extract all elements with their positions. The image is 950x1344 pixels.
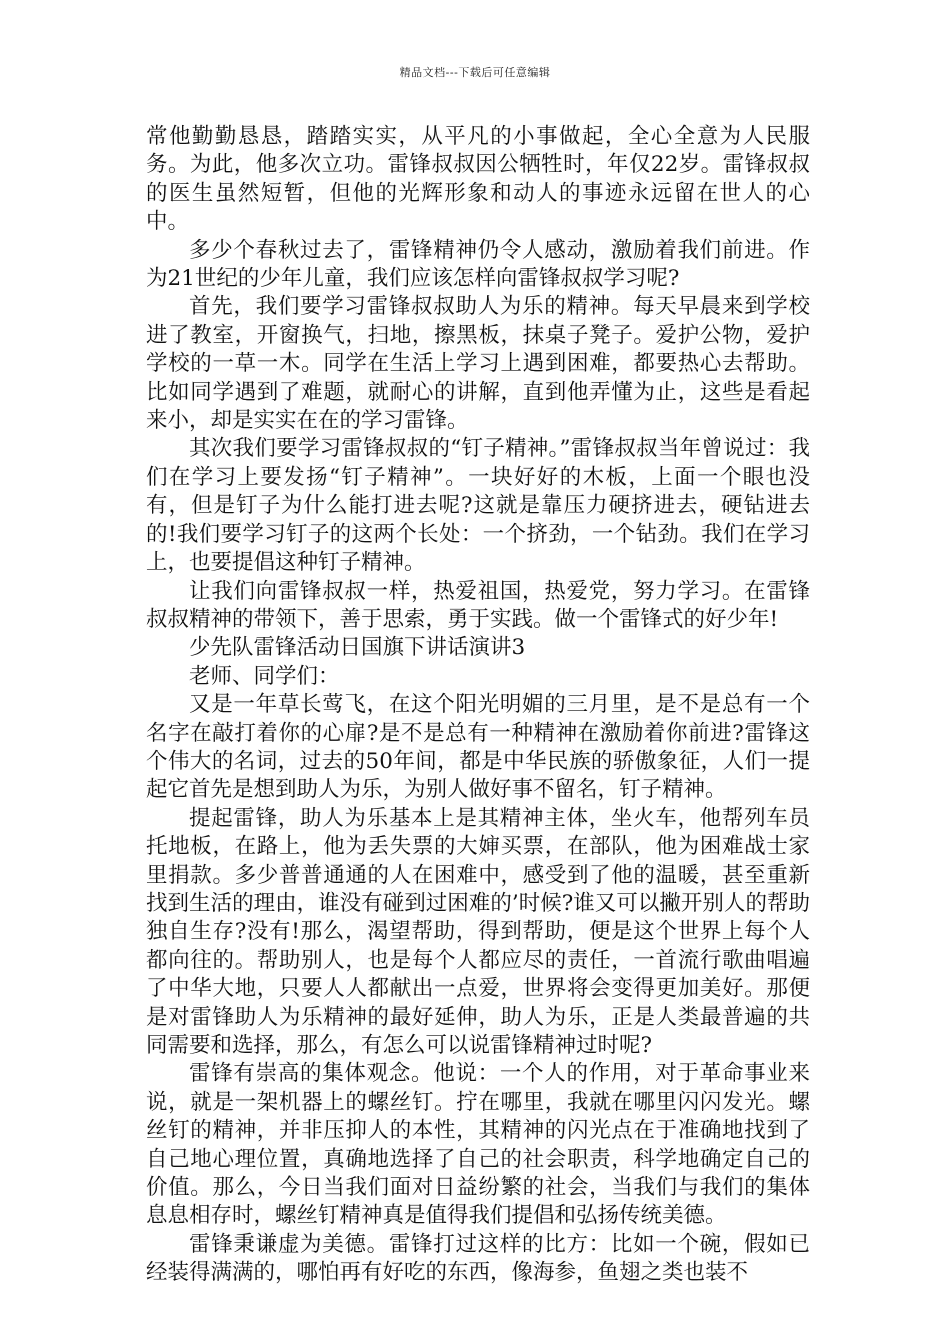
salutation: 老师、同学们： [189, 663, 340, 689]
paragraph: 让我们向雷锋叔叔一样，热爱祖国，热爱党，努力学习。在雷锋叔叔精神的带领下，善于思索，勇于实践。做一个雷锋式的好少年! [146, 578, 810, 632]
paragraph: 多少个春秋过去了，雷锋精神仍令人感动，激励着我们前进。作为21世纪的少年儿童，我们应该怎样向雷锋叔叔学习呢? [146, 237, 810, 292]
paragraph: 雷锋有崇高的集体观念。他说：一个人的作用，对于革命事业来说，就是一架机器上的螺丝钉。拧在哪里，我就在哪里闪闪发光。螺丝钉的精神，并非压抑人的本性，其精神的闪光点在于准确地找到了自己地心理位置，真确地选择了自己的社会职责，科学地确定自己的价值。那么，今日当我们面对日益纷繁的社会，当我们与我们的集体息息相存时，螺丝钉精神真是值得我们提倡和弘扬传统美德。 [146, 1061, 810, 1229]
paragraph: 雷锋秉谦虚为美德。雷锋打过这样的比方：比如一个碗，假如已经装得满满的，哪怕再有好吃的东西，像海参，鱼翅之类也装不 [146, 1231, 810, 1286]
section-title: 少先队雷锋活动日国旗下讲话演讲3 [189, 635, 526, 661]
paragraph: 其次我们要学习雷锋叔叔的“钉子精神。”雷锋叔叔当年曾说过：我们在学习上要发扬“钉子精神”。一块好好的木板，上面一个眼也没有，但是钉子为什么能打进去呢?这就是靠压力硬挤进去，硬钻进去的!我们要学习钉子的这两个长处：一个挤劲，一个钻劲。我们在学习上，也要提倡这种钉子精神。 [146, 436, 810, 576]
page-header: 精品文档---下载后可任意编辑 [399, 66, 551, 79]
paragraph-continuation: 常他勤勤恳恳，踏踏实实，从平凡的小事做起，全心全意为人民服务。为此，他多次立功。雷锋叔叔因公牺牲时，年仅22岁。雷锋叔叔的医生虽然短暂，但他的光辉形象和动人的事迹永远留在世人的心中。 [146, 124, 810, 235]
paragraph: 又是一年草长莺飞，在这个阳光明媚的三月里，是不是总有一个名字在敲打着你的心扉?是不是总有一种精神在激励着你前进?雷锋这个伟大的名词，过去的50年间，都是中华民族的骄傲象征，人们一提起它首先是想到助人为乐，为别人做好事不留名，钉子精神。 [146, 692, 810, 803]
paragraph: 提起雷锋，助人为乐基本上是其精神主体，坐火车，他帮列车员托地板，在路上，他为丢失票的大婶买票，在部队，他为困难战士家里捐款。多少普普通通的人在困难中，感受到了他的温暖，甚至重新找到生活的理由，谁没有碰到过困难的’时候?谁又可以撇开别人的帮助独自生存?没有!那么，渴望帮助，得到帮助，便是这个世界上每个人都向往的。帮助别人，也是每个人都应尽的责任，一首流行歌曲唱遍了中华大地，只要人人都献出一点爱，世界将会变得更加美好。那便是对雷锋助人为乐精神的最好延伸，助人为乐，正是人类最普遍的共同需要和选择，那么，有怎么可以说雷锋精神过时呢? [146, 805, 810, 1058]
document-body [146, 123, 810, 1288]
paragraph: 首先，我们要学习雷锋叔叔助人为乐的精神。每天早晨来到学校进了教室，开窗换气，扫地，擦黑板，抹桌子凳子。爱护公物，爱护学校的一草一木。同学在生活上学习上遇到困难，都要热心去帮助。比如同学遇到了难题，就耐心的讲解，直到他弄懂为止，这些是看起来小，却是实实在在的学习雷锋。 [146, 294, 810, 434]
